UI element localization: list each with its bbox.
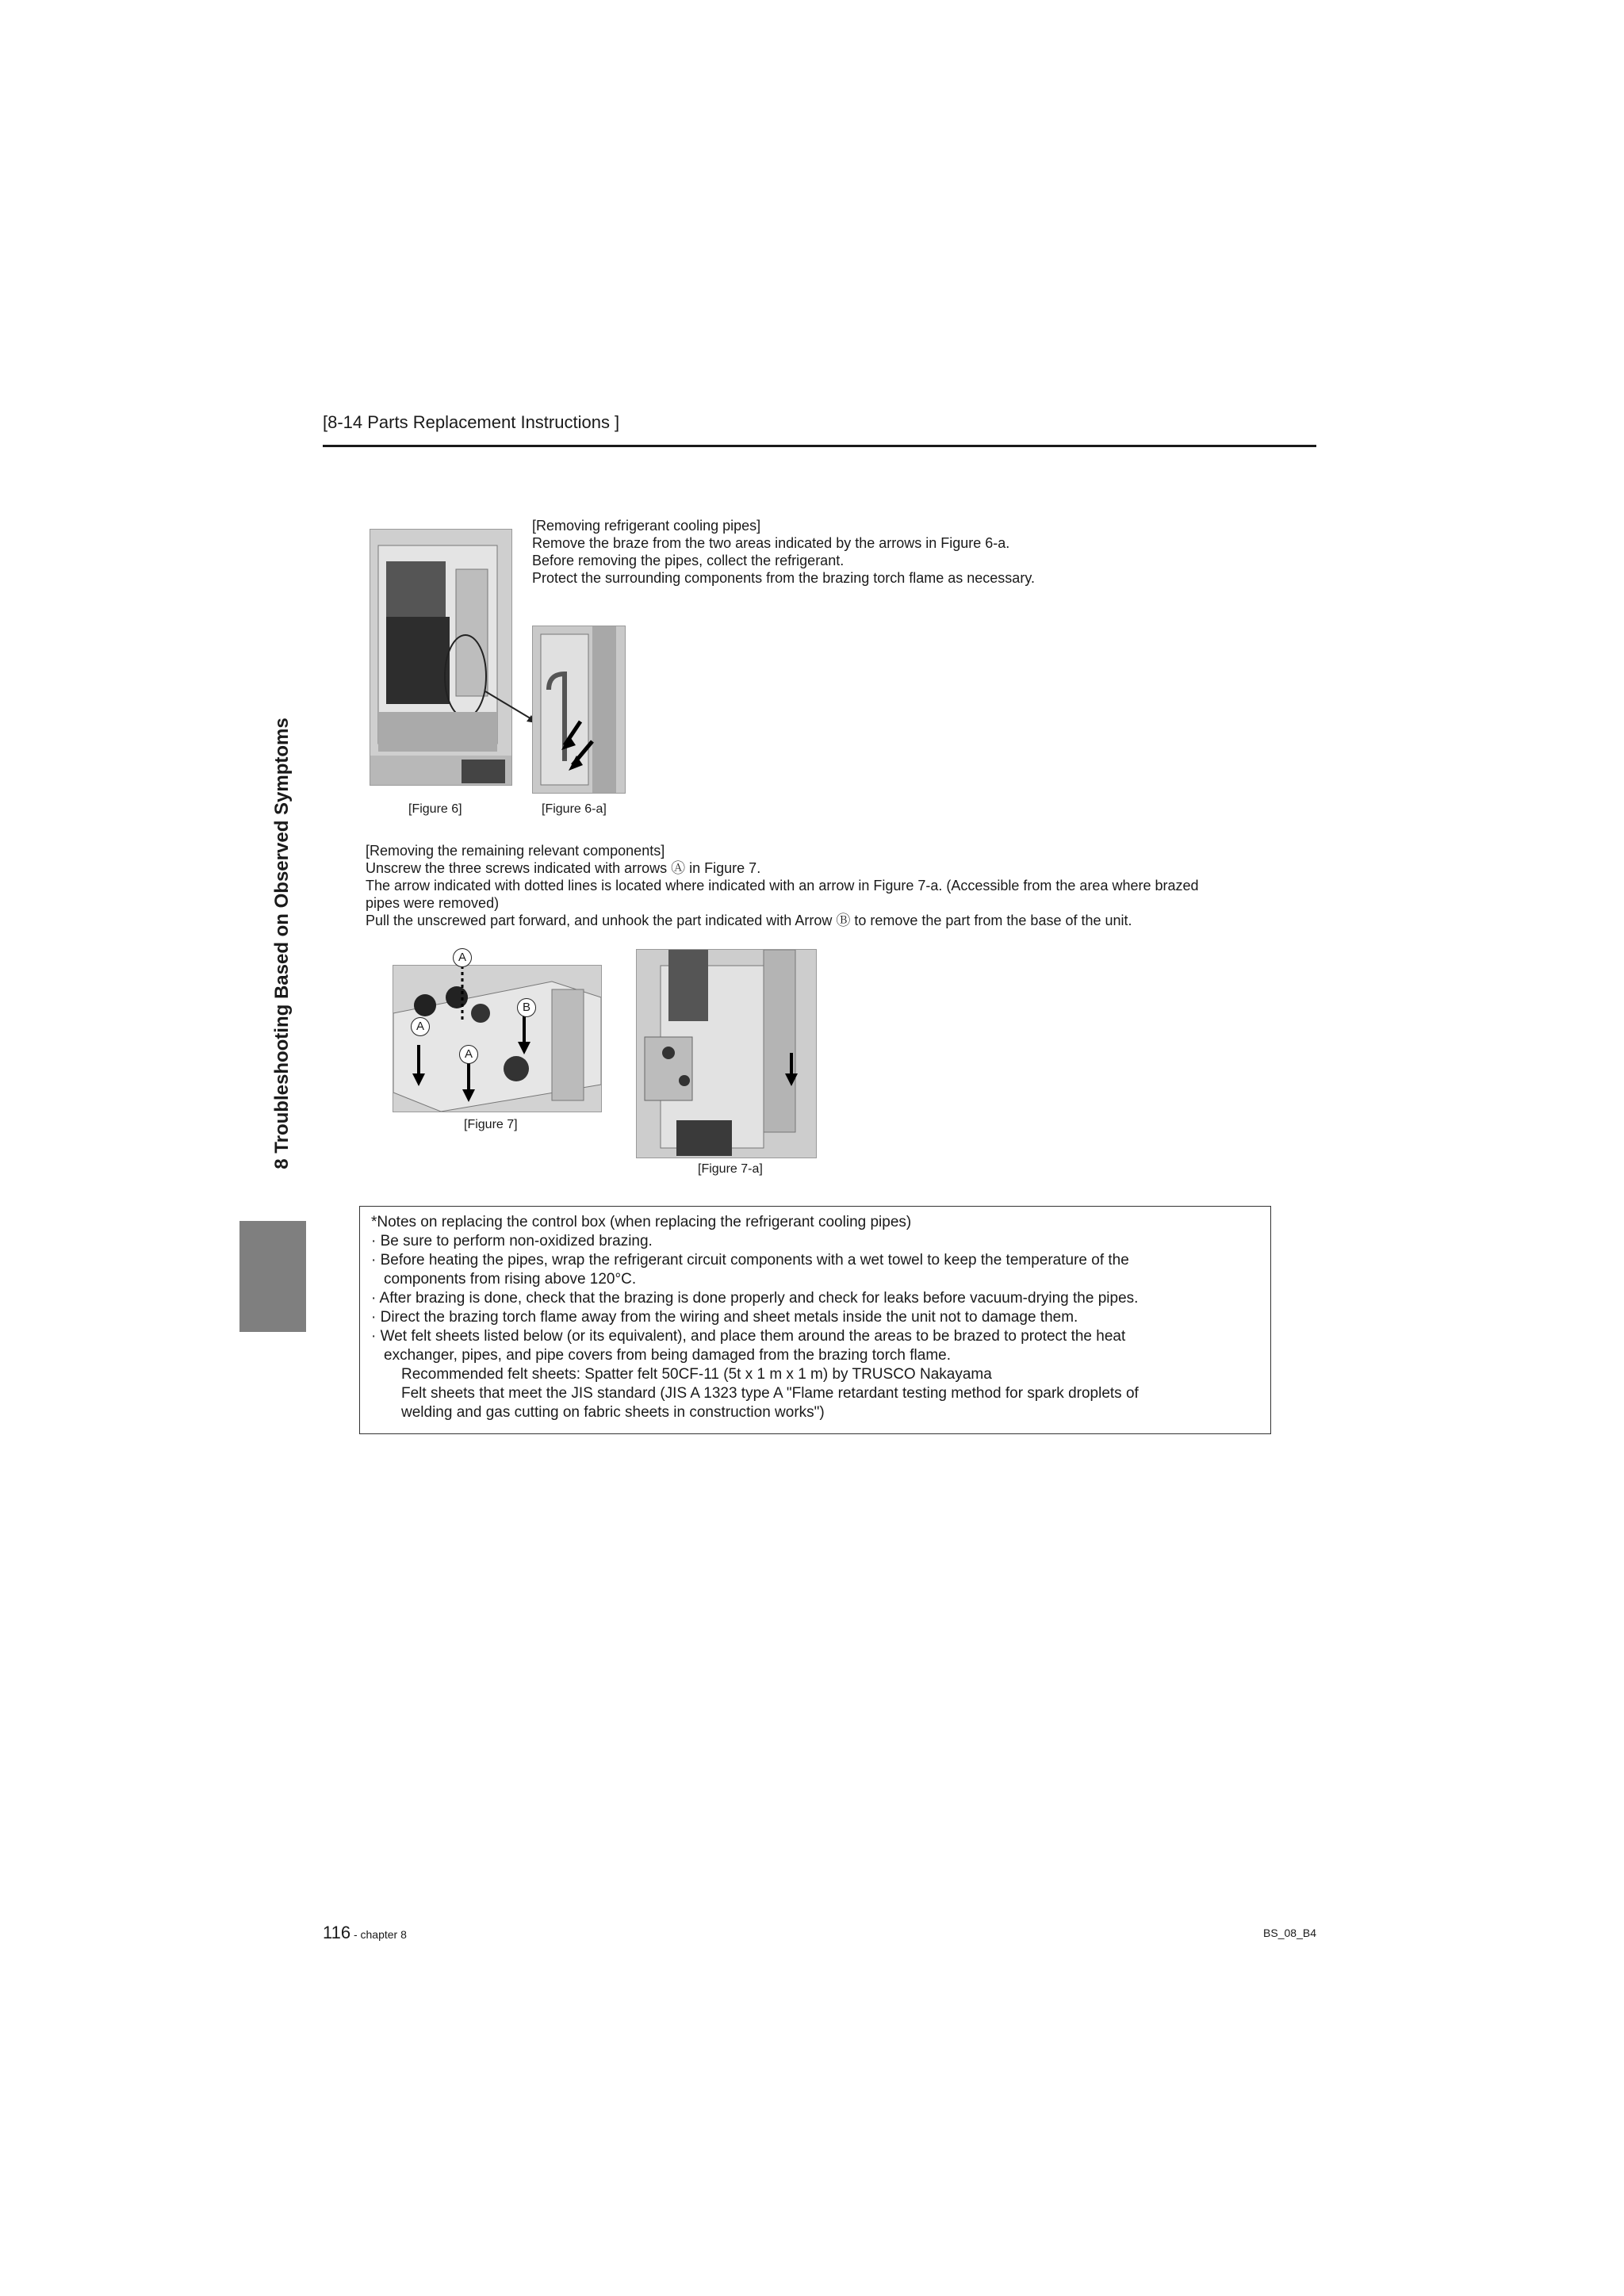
instruction-line: Pull the unscrewed part forward, and unhook the part indicated with Arrow Ⓑ to remove the part from the base of the unit.: [366, 913, 1132, 928]
notes-box: [359, 1206, 1271, 1434]
figure-6a-caption: [Figure 6-a]: [542, 802, 607, 816]
instruction-line: pipes were removed): [366, 895, 500, 911]
callout-arrow: [484, 690, 539, 725]
figure-7a-image: [636, 949, 817, 1158]
figure-6a-image: [532, 626, 626, 794]
figure-7-drawing: [393, 966, 601, 1112]
footer-page-number: [323, 1923, 407, 1943]
section-heading: [Removing the remaining relevant components]: [366, 843, 665, 859]
note-item: · Wet felt sheets listed below (or its equivalent), and place them around the areas to be brazed to protect the heat: [371, 1328, 1126, 1345]
figure-6-drawing: [370, 530, 511, 785]
arrow-a-label: A: [453, 948, 472, 967]
instruction-line: Unscrew the three screws indicated with arrows Ⓐ in Figure 7.: [366, 860, 761, 876]
section-cooling-pipes-text: [532, 517, 1035, 587]
felt-recommendation: Recommended felt sheets: Spatter felt 50CF-11 (5t x 1 m x 1 m) by TRUSCO Nakayama: [401, 1366, 992, 1383]
footer-doc-code: BS_08_B4: [1263, 1927, 1316, 1939]
arrow-a-label: A: [411, 1017, 430, 1036]
section-remaining-components-text: [366, 842, 1199, 929]
instruction-line: Protect the surrounding components from the brazing torch flame as necessary.: [532, 570, 1035, 586]
instruction-line: The arrow indicated with dotted lines is located where indicated with an arrow in Figure 7-a. (Accessible from the area where brazed: [366, 878, 1199, 894]
figure-6-image: [370, 529, 512, 786]
note-item: · Be sure to perform non-oxidized brazing.: [371, 1233, 653, 1249]
sidebar-chapter-tab: [239, 1221, 306, 1332]
felt-standard-continuation: welding and gas cutting on fabric sheets in construction works"): [401, 1404, 825, 1421]
felt-standard: Felt sheets that meet the JIS standard (JIS A 1323 type A "Flame retardant testing method for spark droplets of: [401, 1385, 1139, 1402]
note-item: · Direct the brazing torch flame away from the wiring and sheet metals inside the unit not to damage them.: [371, 1309, 1078, 1326]
note-item: · Before heating the pipes, wrap the refrigerant circuit components with a wet towel to keep the temperature of the: [371, 1252, 1129, 1269]
section-heading: [Removing refrigerant cooling pipes]: [532, 518, 761, 534]
note-item: · After brazing is done, check that the brazing is done properly and check for leaks before vacuum-drying the pipes.: [371, 1290, 1139, 1307]
figure-7-caption: [Figure 7]: [464, 1118, 518, 1131]
figure-6-caption: [Figure 6]: [408, 802, 462, 816]
instruction-line: Remove the braze from the two areas indicated by the arrows in Figure 6-a.: [532, 535, 1010, 551]
header-rule: [323, 445, 1316, 447]
page-header-title: [8-14 Parts Replacement Instructions ]: [323, 412, 620, 432]
figure-6a-drawing: [533, 626, 625, 793]
instruction-line: Before removing the pipes, collect the refrigerant.: [532, 553, 845, 568]
chapter-label: - chapter 8: [350, 1928, 407, 1941]
note-item-continuation: components from rising above 120°C.: [384, 1271, 637, 1288]
note-item-continuation: exchanger, pipes, and pipe covers from being damaged from the brazing torch flame.: [384, 1347, 952, 1364]
page-number: 116: [323, 1923, 351, 1942]
figure-7-image: [393, 965, 602, 1112]
figure-7a-drawing: [637, 950, 816, 1158]
sidebar-chapter-label: 8 Troubleshooting Based on Observed Symptoms: [271, 718, 293, 1169]
arrow-b-label: B: [517, 998, 536, 1017]
notes-title: *Notes on replacing the control box (when replacing the refrigerant cooling pipes): [371, 1214, 912, 1230]
arrow-a-label: A: [459, 1045, 478, 1064]
figure-7a-caption: [Figure 7-a]: [698, 1162, 763, 1176]
